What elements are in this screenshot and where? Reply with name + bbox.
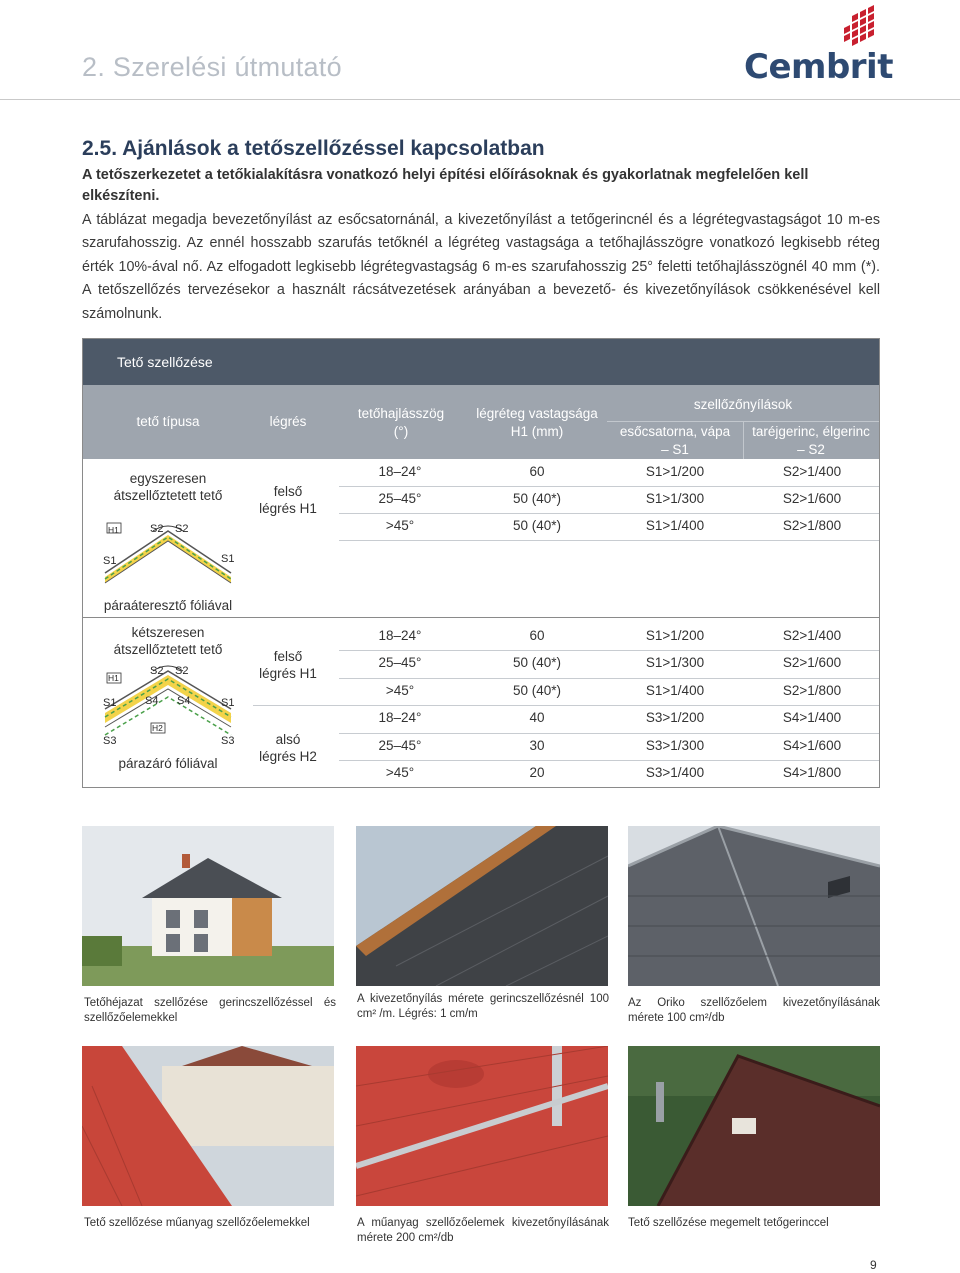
- row-divider: [339, 650, 879, 651]
- group1-type-line2: átszellőztetett tető: [113, 488, 223, 503]
- header-vents: szellőzőnyílások: [693, 397, 793, 412]
- table-row: [83, 678, 879, 705]
- cell-vent-ridge: S2>1/400: [782, 628, 842, 643]
- group1-gap-line1: felső: [273, 484, 303, 499]
- group1-type-line1: egyszeresen: [129, 471, 207, 486]
- table-header-row: [83, 385, 879, 459]
- photo-caption: Tető szellőzése műanyag szellőzőelemekkel: [84, 1217, 310, 1229]
- cell-thickness: 30: [529, 738, 545, 753]
- photo-raised-ridge: [628, 1046, 880, 1206]
- cell-thickness: 50 (40*): [512, 518, 562, 533]
- cell-vent-ridge: S2>1/600: [782, 655, 842, 670]
- red-vent-photo-image: [356, 1046, 608, 1206]
- group2-type-line2: átszellőztetett tető: [113, 642, 223, 657]
- photo-caption: Tetőhéjazat szellőzése gerincszellőzéssel és szellőzőelemekkel: [84, 997, 336, 1024]
- header-vent-eaves-label: esőcsatorna, vápa: [619, 424, 731, 439]
- cell-pitch: >45°: [385, 518, 415, 533]
- diagram-label-s2: S2: [175, 523, 189, 535]
- diagram-label-s2: S2: [150, 665, 164, 677]
- header-layer-thickness: [469, 405, 605, 441]
- photo-plastic-vents-roof: [82, 1046, 334, 1206]
- table-row: [83, 486, 879, 513]
- table-row: [83, 513, 879, 540]
- group1-gap-line2: légrés H1: [259, 501, 317, 516]
- cell-vent-ridge: S2>1/800: [782, 683, 842, 698]
- table-row: [83, 705, 879, 732]
- header-layer-label: légréteg vastagsága: [476, 406, 598, 421]
- photo-ridge-vent-closeup: [356, 826, 608, 986]
- cell-thickness: 50 (40*): [512, 683, 562, 698]
- cell-vent-ridge: S4>1/600: [782, 738, 842, 753]
- photo-caption: A kivezetőnyílás mérete gerincszellőzésnél 100 cm² /m. Légrés: 1 cm/m: [357, 993, 609, 1020]
- table-row: [83, 623, 879, 650]
- table-title: Tető szellőzése: [117, 354, 213, 370]
- header-vent-eaves: [607, 423, 743, 459]
- diagram-label-h2: H2: [152, 723, 163, 733]
- header-divider-line: [743, 421, 744, 459]
- group2-upper-gap-line2: légrés H1: [259, 666, 317, 681]
- cell-thickness: 50 (40*): [512, 655, 562, 670]
- header-vent-eaves-symbol: – S1: [661, 442, 689, 457]
- cell-vent-eaves: S3>1/300: [645, 738, 705, 753]
- section-heading: 2.5. Ajánlások a tetőszellőzéssel kapcsolatban: [82, 137, 545, 160]
- cell-pitch: 25–45°: [378, 491, 422, 506]
- cell-vent-eaves: S1>1/200: [645, 464, 705, 479]
- header-vent-ridge-symbol: – S2: [797, 442, 825, 457]
- photo-caption: Az Oriko szellőzőelem kivezetőnyílásának mérete 100 cm²/db: [628, 997, 880, 1024]
- row-divider: [339, 678, 879, 679]
- header-title: 2. Szerelési útmutató: [82, 52, 342, 82]
- cell-pitch: 25–45°: [378, 655, 422, 670]
- diagram-label-h1: H1: [108, 673, 119, 683]
- cell-pitch: >45°: [385, 765, 415, 780]
- row-divider: [339, 733, 879, 734]
- row-divider: [339, 513, 879, 514]
- cell-vent-ridge: S2>1/600: [782, 491, 842, 506]
- diagram-label-s1: S1: [221, 553, 235, 565]
- row-divider: [253, 705, 879, 706]
- header-vent-ridge-label: taréjgerinc, élgerinc: [752, 424, 870, 439]
- table-title-bar: [83, 339, 879, 385]
- cell-thickness: 60: [529, 628, 545, 643]
- table-row: [83, 760, 879, 787]
- table-row: [83, 650, 879, 677]
- cell-vent-eaves: S3>1/200: [645, 710, 705, 725]
- cell-vent-eaves: S1>1/400: [645, 518, 705, 533]
- cell-thickness: 20: [529, 765, 545, 780]
- cembrit-logo: [742, 2, 893, 87]
- row-divider: [339, 540, 879, 541]
- logo-flag-icon: [742, 2, 882, 52]
- row-divider: [339, 486, 879, 487]
- cell-pitch: 18–24°: [378, 464, 422, 479]
- cell-thickness: 50 (40*): [512, 491, 562, 506]
- cell-vent-eaves: S1>1/200: [645, 628, 705, 643]
- header-air-gap: légrés: [269, 414, 307, 429]
- raised-ridge-photo-image: [628, 1046, 880, 1206]
- row-divider: [339, 760, 879, 761]
- group2-note: párazáró fóliával: [118, 756, 218, 771]
- cell-vent-eaves: S3>1/400: [645, 765, 705, 780]
- ventilation-table: [82, 338, 880, 788]
- header-roof-type: tető típusa: [136, 414, 200, 429]
- ridge-vent-photo-image: [356, 826, 608, 986]
- house-photo-image: [82, 826, 334, 986]
- group2-upper-gap-line1: felső: [273, 649, 303, 664]
- cell-vent-eaves: S1>1/400: [645, 683, 705, 698]
- cell-pitch: 18–24°: [378, 710, 422, 725]
- diagram-label-s4: S4: [177, 695, 191, 707]
- group2-lower-gap-line1: alsó: [275, 732, 301, 747]
- cell-pitch: 25–45°: [378, 738, 422, 753]
- header-pitch: [331, 405, 471, 441]
- header-pitch-label: tetőhajlásszög: [357, 406, 445, 421]
- diagram-label-s3: S3: [103, 735, 117, 747]
- photo-caption: Tető szellőzése megemelt tetőgerinccel: [628, 1217, 829, 1229]
- cell-thickness: 60: [529, 464, 545, 479]
- group2-lower-gap-line2: légrés H2: [259, 749, 317, 764]
- group-divider: [83, 617, 879, 618]
- header-vent-ridge: [743, 423, 879, 459]
- table-row: [83, 733, 879, 760]
- intro-bold-paragraph: A tetőszerkezetet a tetőkialakításra vonatkozó helyi építési előírásoknak és gyakorlatnak megfelelően kell elkészíteni.: [82, 167, 809, 204]
- cell-vent-eaves: S1>1/300: [645, 655, 705, 670]
- table-row: [83, 459, 879, 486]
- intro-paragraph: A táblázat megadja bevezetőnyílást az esőcsatornánál, a kivezetőnyílást a tetőgerincnél és a légrétegvastagságot 10 m-es szarufahosszig. Az ennél hosszabb szarufás tetőknél a légréteg vastagsága a tetőhajlásszögre vonatkozó legkisebb réteg érték 10%-ával nő. Az elfogadott legkisebb légrétegvastagság 6 m-es szarufahosszig 25° feletti tetőhajlásszögnél 40 mm (*). A tetőszellőzés tervezésekor a használt rácsátvezetések arányában a bevezető- és kivezetőnyílások csökkenésével kell számolnunk.: [82, 212, 880, 322]
- cell-thickness: 40: [529, 710, 545, 725]
- cell-vent-eaves: S1>1/300: [645, 491, 705, 506]
- cell-vent-ridge: S2>1/400: [782, 464, 842, 479]
- photo-caption: A műanyag szellőzőelemek kivezetőnyílásának mérete 200 cm²/db: [357, 1217, 609, 1244]
- header-pitch-unit: (°): [393, 424, 409, 439]
- header-layer-unit: H1 (mm): [510, 424, 564, 439]
- photo-plastic-vent-closeup: [356, 1046, 608, 1206]
- photo-house-ridge-ventilation: [82, 826, 334, 986]
- red-roof-photo-image: [82, 1046, 334, 1206]
- cell-vent-ridge: S2>1/800: [782, 518, 842, 533]
- cell-vent-ridge: S4>1/800: [782, 765, 842, 780]
- diagram-label-s2: S2: [175, 665, 189, 677]
- photo-oriko-vent: [628, 826, 880, 986]
- group2-type-line1: kétszeresen: [131, 625, 205, 640]
- cell-pitch: >45°: [385, 683, 415, 698]
- diagram-label-s2: S2: [150, 523, 164, 535]
- page-number: 9: [870, 1258, 877, 1272]
- diagram-label-s1: S1: [221, 697, 235, 709]
- header-divider: [0, 99, 960, 100]
- diagram-label-h1: H1: [108, 525, 119, 535]
- oriko-vent-photo-image: [628, 826, 880, 986]
- cell-vent-ridge: S4>1/400: [782, 710, 842, 725]
- diagram-label-s4: S4: [145, 695, 159, 707]
- logo-wordmark: Cembrit: [744, 47, 893, 87]
- diagram-label-s3: S3: [221, 735, 235, 747]
- cell-pitch: 18–24°: [378, 628, 422, 643]
- diagram-label-s1: S1: [103, 555, 117, 567]
- group1-note: páraáteresztő fóliával: [103, 598, 233, 613]
- diagram-label-s1: S1: [103, 697, 117, 709]
